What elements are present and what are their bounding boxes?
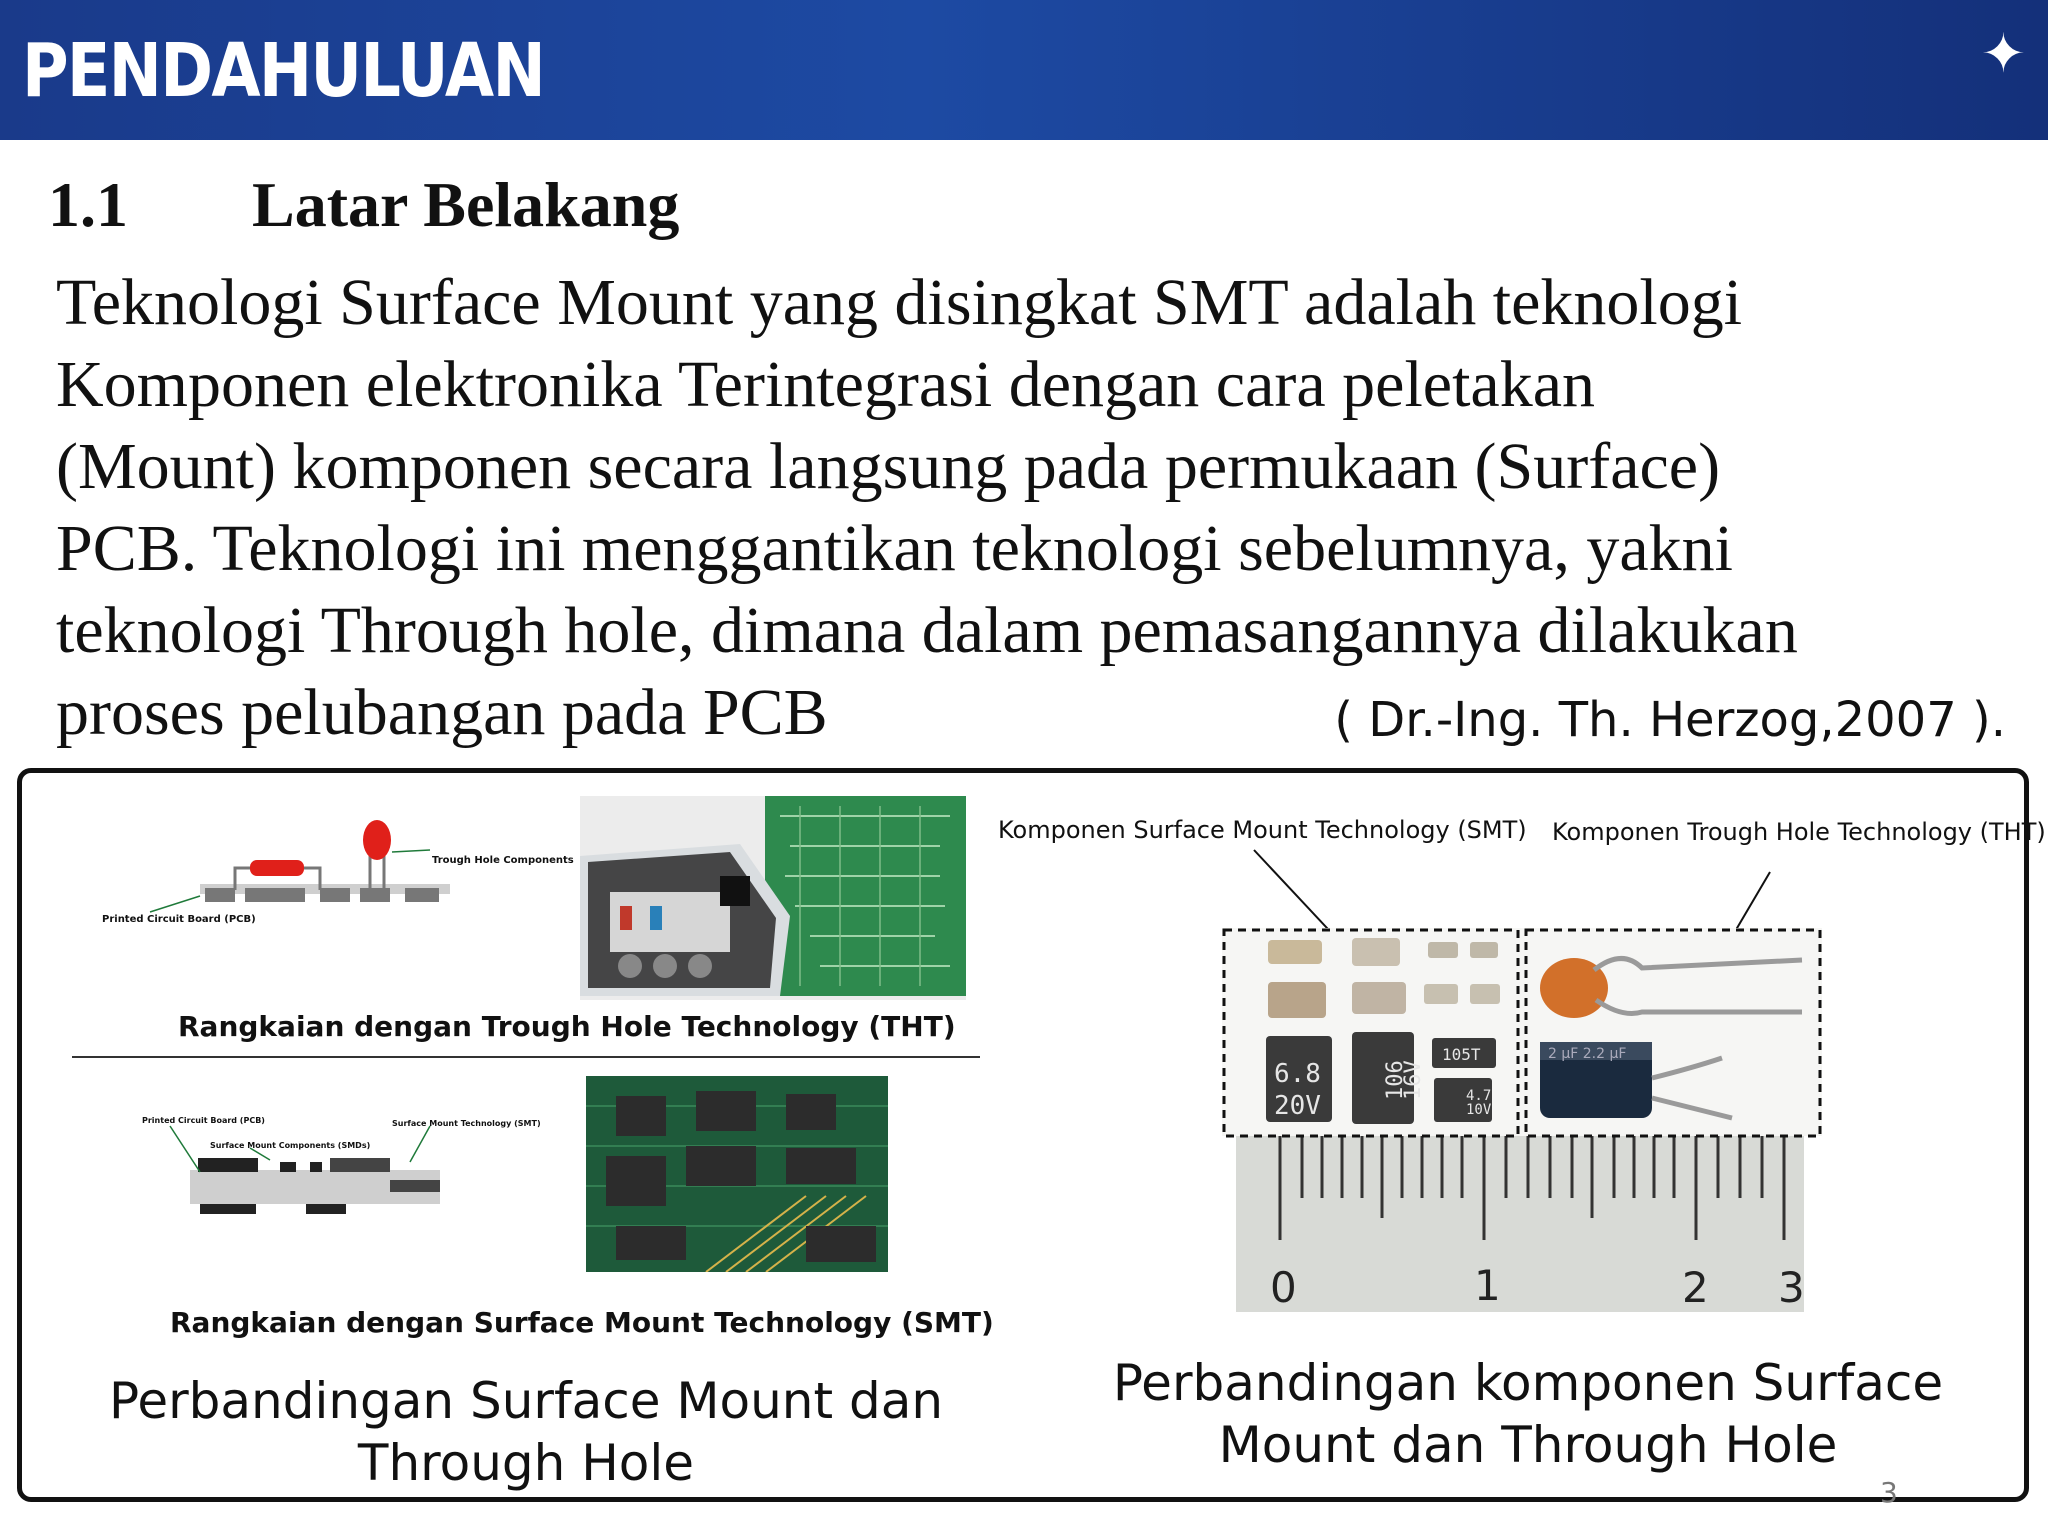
smallb-text: 10V [1466,1102,1492,1118]
body-line: teknologi Through hole, dimana dalam pemasangannya dilakukan [56,594,1798,667]
right-caption-line: Perbandingan komponen Surface [1112,1354,1944,1412]
smt-caption: Rangkaian dengan Surface Mount Technology (SMT) [170,1306,994,1339]
left-caption-line: Through Hole [357,1434,695,1492]
body-line: Teknologi Surface Mount yang disingkat SMT adalah teknologi [56,266,1743,339]
left-figure-caption [72,1370,980,1494]
left-caption-line: Perbandingan Surface Mount dan [108,1372,944,1430]
tht-caption: Rangkaian dengan Trough Hole Technology (THT) [178,1010,956,1043]
ruler-tick-2: 2 [1682,1263,1709,1312]
page-number: 3 [1880,1476,1898,1509]
tht-board-photo [580,796,966,1000]
component-comparison-photo [1222,928,1822,1312]
header-banner [0,0,2048,140]
body-line: Komponen elektronika Terintegrasi dengan cara peletakan [56,348,1596,421]
star-icon: ✦ [1980,22,2026,85]
small-text: 4.7 [1466,1088,1492,1104]
cap2-text: 106 [1383,1060,1408,1100]
right-caption-line: Mount dan Through Hole [1218,1416,1838,1474]
elec-text: 2 μF 2.2 μF [1548,1046,1627,1062]
body-line: PCB. Teknologi ini menggantikan teknologi sebelumnya, yakni [56,512,1733,585]
smt-diagram [130,1110,550,1230]
ruler-tick-1: 1 [1474,1261,1501,1310]
section-title: Latar Belakang [252,169,680,240]
cap1-text: 6.8 [1274,1059,1321,1089]
smt-board-photo [586,1076,888,1272]
ruler-tick-0: 0 [1270,1263,1297,1312]
section-number: 1.1 [48,169,128,240]
tht-component-label: Trough Hole Components [432,855,574,866]
cap2b-text: 16V [1401,1060,1426,1100]
body-line: (Mount) komponen secara langsung pada permukaan (Surface) [56,430,1721,503]
body-line: proses pelubangan pada PCB [56,676,828,749]
cap1b-text: 20V [1274,1091,1321,1121]
smt-pcb-label: Printed Circuit Board (PCB) [142,1116,265,1125]
divider-line [72,1056,980,1058]
citation: ( Dr.-Ing. Th. Herzog,2007 ). [1334,692,2006,748]
tht-component-label-right: Komponen Trough Hole Technology (THT) [1552,818,2046,846]
chip-text: 105T [1442,1045,1481,1064]
right-figure-caption [1098,1352,1958,1476]
smt-smd-label: Surface Mount Components (SMDs) [210,1141,371,1150]
smt-component-label: Komponen Surface Mount Technology (SMT) [998,816,1527,844]
slide-title: PENDAHULUAN [22,28,544,114]
section-heading [48,168,679,242]
smt-tech-label: Surface Mount Technology (SMT) [392,1119,541,1128]
tht-pcb-label: Printed Circuit Board (PCB) [102,914,256,925]
body-paragraph [56,262,1956,754]
ruler-tick-3: 3 [1778,1263,1805,1312]
